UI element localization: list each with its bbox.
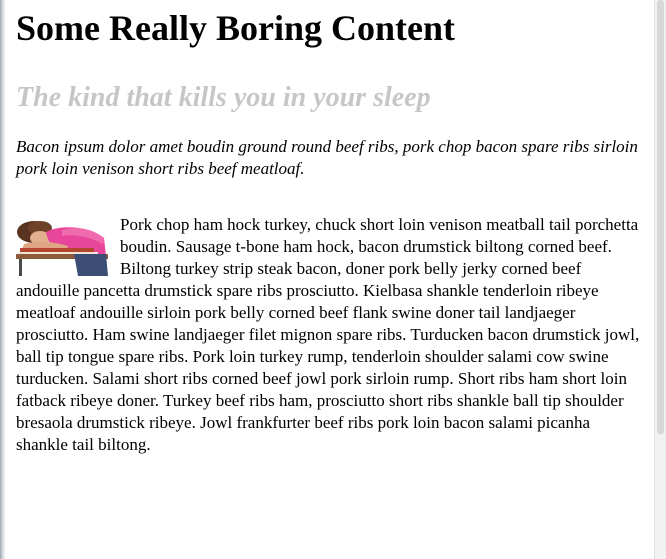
page-title: Some Really Boring Content <box>16 8 455 48</box>
vertical-scrollbar[interactable] <box>654 0 666 559</box>
sleeping-student-image <box>16 214 108 276</box>
article-section <box>16 214 646 456</box>
page-subtitle: The kind that kills you in your sleep <box>16 82 431 113</box>
lead-paragraph: Bacon ipsum dolor amet boudin ground round beef ribs, pork chop bacon spare ribs sirloin pork loin venison short ribs beef meatloaf. <box>16 137 638 178</box>
sleeping-student-illustration <box>16 214 108 276</box>
page-content <box>16 0 646 456</box>
article-body: Pork chop ham hock turkey, chuck short loin venison meatball tail porchetta boudin. Sausage t-bone ham hock, bacon drumstick biltong corned beef. Biltong turkey strip steak bacon, doner pork belly jerky corned beef andouille pancetta drumstick spare ribs prosciutto. Kielbasa shankle tenderloin ribeye meatloaf andouille sirloin pork belly corned beef flank swine doner tail landjaeger prosciutto. Ham swine landjaeger filet mignon spare ribs. Turducken bacon drumstick jowl, ball tip tongue spare ribs. Pork loin turkey rump, tenderloin shoulder salami cow swine turducken. Salami short ribs corned beef jowl pork sirloin rump. Short ribs ham short loin fatback ribeye doner. Turkey beef ribs ham, prosciutto short ribs shankle ball tip shoulder bresaola drumstick ribeye. Jowl frankfurter beef ribs pork loin bacon salami picanha shankle tail biltong. <box>16 215 640 454</box>
window-left-edge <box>0 0 6 559</box>
scrollbar-thumb[interactable] <box>657 0 664 434</box>
